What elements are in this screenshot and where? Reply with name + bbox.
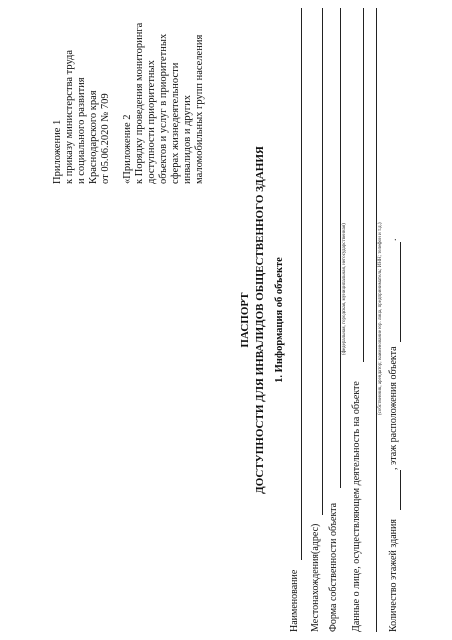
appendix-line: объектов и услуг в приоритетных xyxy=(158,33,169,184)
appendix-line: маломобильных групп населения xyxy=(194,34,205,184)
field-operator-line-2 xyxy=(376,8,377,632)
appendix-gap xyxy=(112,4,122,184)
field-ownership-note: (федеральная, городская, муниципальная, негосударственная) xyxy=(342,223,347,355)
appendix-line: и социального развития xyxy=(76,77,87,184)
appendix-line: от 05.06.2020 № 709 xyxy=(100,93,111,184)
appendix-line: «Приложение 2 xyxy=(122,114,133,184)
document-title: ПАСПОРТ xyxy=(239,292,251,348)
appendix-line: к Порядку проведения мониторинга xyxy=(134,22,145,184)
appendix-block xyxy=(52,4,206,184)
field-name-label: Наименование xyxy=(289,569,300,632)
field-operator-label: Данные о лице, осуществляющем деятельность на объекте xyxy=(351,381,362,632)
appendix-line: к приказу министерства труда xyxy=(64,49,75,184)
field-location-label: Местонахождения(адрес) xyxy=(310,523,321,632)
field-floors-label: Количество этажей здания xyxy=(388,519,399,632)
field-name-line xyxy=(301,8,302,560)
field-ownership-line xyxy=(340,8,341,488)
field-floor-location-line xyxy=(400,242,401,342)
section-heading: 1. Информация об объекте xyxy=(274,257,285,383)
appendix-line: доступности приоритетных xyxy=(146,60,157,184)
field-location-line xyxy=(322,8,323,515)
appendix-line: Краснодарского края xyxy=(88,90,99,184)
field-floor-location-label: , этаж расположения объекта xyxy=(388,346,399,470)
appendix-line: инвалидов и других xyxy=(182,95,193,184)
document-subtitle: ДОСТУПНОСТИ ДЛЯ ИНВАЛИДОВ ОБЩЕСТВЕННОГО ЗДАНИЯ xyxy=(254,146,266,494)
field-floors-line xyxy=(400,470,401,510)
field-floors-row xyxy=(388,519,399,632)
field-floors-end: . xyxy=(388,238,399,241)
field-ownership-label: Форма собственности объекта xyxy=(328,502,339,632)
field-operator-line xyxy=(363,8,364,362)
appendix-line: Приложение 1 xyxy=(52,119,63,184)
appendix-line: сферах жизнедеятельности xyxy=(170,62,181,184)
field-operator-note: (собственник, арендатор; наименование юр. лица, предприниматель; ИНН; телефон и т.д.) xyxy=(378,222,383,415)
